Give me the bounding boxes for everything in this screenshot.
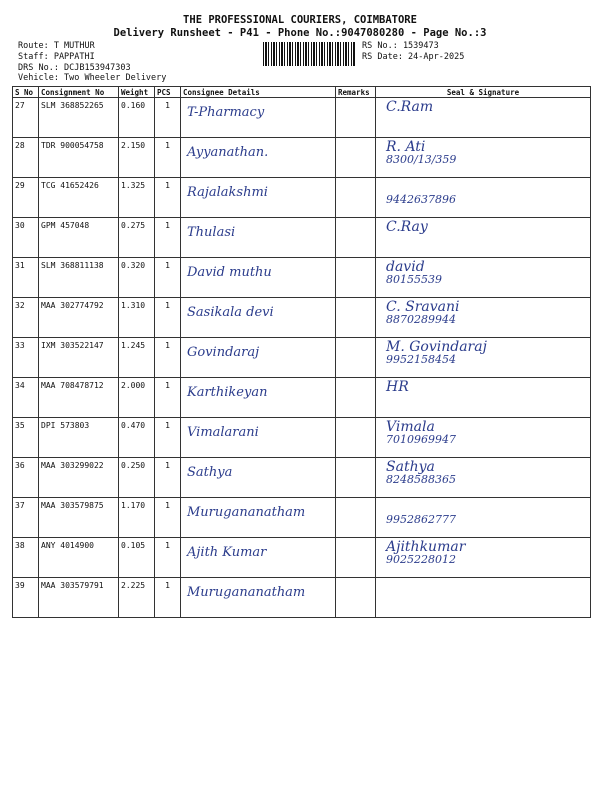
row-consignee: [181, 178, 336, 218]
consignee-handwriting: Sasikala devi: [187, 305, 274, 320]
runsheet-subtitle: Delivery Runsheet - P41 - Phone No.:9047080280 - Page No.:3: [113, 27, 487, 39]
signature-phone: 9952862777: [386, 513, 456, 526]
row-signature: [376, 258, 591, 298]
vehicle-label: Vehicle: Two Wheeler Delivery: [18, 73, 167, 83]
row-remarks: [336, 178, 376, 218]
row-sno: 27: [13, 98, 39, 138]
row-consignment-no: TCG 41652426: [39, 178, 119, 218]
row-signature: [376, 378, 591, 418]
row-remarks: [336, 378, 376, 418]
row-consignment-no: MAA 303299022: [39, 458, 119, 498]
row-pcs: 1: [155, 138, 181, 178]
signature-handwriting: david: [386, 259, 425, 275]
row-signature: [376, 138, 591, 178]
row-remarks: [336, 298, 376, 338]
row-signature: [376, 418, 591, 458]
row-sno: 28: [13, 138, 39, 178]
table-row: [13, 458, 591, 498]
row-weight: 1.170: [119, 498, 155, 538]
row-consignee: [181, 578, 336, 618]
row-pcs: 1: [155, 578, 181, 618]
table-row: [13, 338, 591, 378]
row-sno: 32: [13, 298, 39, 338]
row-signature: [376, 538, 591, 578]
signature-handwriting: Sathya: [386, 459, 435, 475]
row-sno: 31: [13, 258, 39, 298]
row-sno: 29: [13, 178, 39, 218]
row-signature: [376, 498, 591, 538]
table-row: [13, 498, 591, 538]
consignee-handwriting: Govindaraj: [187, 345, 260, 360]
table-row: [13, 538, 591, 578]
row-consignee: [181, 458, 336, 498]
row-sno: 36: [13, 458, 39, 498]
row-sno: 35: [13, 418, 39, 458]
consignee-handwriting: T-Pharmacy: [187, 105, 265, 120]
row-remarks: [336, 218, 376, 258]
col-header-pcs: PCS: [155, 87, 181, 98]
signature-phone: 9442637896: [386, 193, 456, 206]
row-pcs: 1: [155, 538, 181, 578]
row-signature: [376, 98, 591, 138]
row-pcs: 1: [155, 418, 181, 458]
row-consignee: [181, 418, 336, 458]
signature-handwriting: R. Ati: [386, 139, 426, 155]
table-row: [13, 178, 591, 218]
row-weight: 1.325: [119, 178, 155, 218]
row-consignment-no: IXM 303522147: [39, 338, 119, 378]
signature-phone: 8248588365: [386, 473, 456, 486]
row-weight: 1.245: [119, 338, 155, 378]
row-consignment-no: MAA 303579875: [39, 498, 119, 538]
company-title: THE PROFESSIONAL COURIERS, COIMBATORE: [183, 14, 417, 26]
col-header-signature: Seal & Signature: [376, 87, 591, 98]
row-signature: [376, 458, 591, 498]
consignee-handwriting: Karthikeyan: [187, 385, 268, 400]
row-pcs: 1: [155, 378, 181, 418]
row-consignee: [181, 258, 336, 298]
consignee-handwriting: Thulasi: [187, 225, 236, 240]
row-pcs: 1: [155, 98, 181, 138]
row-pcs: 1: [155, 218, 181, 258]
row-weight: 0.320: [119, 258, 155, 298]
row-signature: [376, 218, 591, 258]
staff-label: Staff: PAPPATHI: [18, 52, 95, 62]
row-remarks: [336, 458, 376, 498]
row-remarks: [336, 538, 376, 578]
row-consignee: [181, 538, 336, 578]
row-consignee: [181, 298, 336, 338]
row-consignment-no: TDR 900054758: [39, 138, 119, 178]
table-header-row: [13, 87, 591, 98]
signature-handwriting: M. Govindaraj: [386, 339, 487, 355]
table-row: [13, 98, 591, 138]
row-consignee: [181, 98, 336, 138]
row-consignee: [181, 378, 336, 418]
row-consignment-no: MAA 302774792: [39, 298, 119, 338]
route-label: Route: T MUTHUR: [18, 41, 95, 51]
table-row: [13, 138, 591, 178]
row-consignee: [181, 498, 336, 538]
row-sno: 38: [13, 538, 39, 578]
signature-phone: 7010969947: [386, 433, 456, 446]
signature-handwriting: Vimala: [386, 419, 435, 435]
row-sno: 33: [13, 338, 39, 378]
table-row: [13, 378, 591, 418]
consignee-handwriting: Vimalarani: [187, 425, 259, 440]
drs-number: DRS No.: DCJB153947303: [18, 63, 131, 73]
consignee-handwriting: Murugananatham: [187, 585, 306, 600]
col-header-sno: S No: [13, 87, 39, 98]
signature-handwriting: Ajithkumar: [386, 539, 466, 555]
row-weight: 2.000: [119, 378, 155, 418]
table-row: [13, 218, 591, 258]
row-weight: 0.470: [119, 418, 155, 458]
row-remarks: [336, 338, 376, 378]
consignee-handwriting: Rajalakshmi: [187, 185, 268, 200]
signature-phone: 80155539: [386, 273, 442, 286]
row-remarks: [336, 98, 376, 138]
row-signature: [376, 298, 591, 338]
row-weight: 2.150: [119, 138, 155, 178]
col-header-remarks: Remarks: [336, 87, 376, 98]
consignee-handwriting: Sathya: [187, 465, 233, 480]
row-pcs: 1: [155, 338, 181, 378]
consignee-handwriting: Murugananatham: [187, 505, 306, 520]
runsheet-table: [12, 86, 591, 618]
col-header-consignment: Consignment No: [39, 87, 119, 98]
row-pcs: 1: [155, 258, 181, 298]
table-row: [13, 258, 591, 298]
signature-handwriting: C.Ray: [386, 219, 428, 235]
row-remarks: [336, 578, 376, 618]
row-weight: 2.225: [119, 578, 155, 618]
row-consignee: [181, 218, 336, 258]
row-remarks: [336, 498, 376, 538]
consignee-handwriting: David muthu: [187, 265, 272, 280]
row-pcs: 1: [155, 178, 181, 218]
row-weight: 1.310: [119, 298, 155, 338]
signature-handwriting: C.Ram: [386, 99, 434, 115]
col-header-consignee: Consignee Details: [181, 87, 336, 98]
rs-date: RS Date: 24-Apr-2025: [362, 52, 465, 62]
signature-phone: 9025228012: [386, 553, 456, 566]
table-row: [13, 418, 591, 458]
consignee-handwriting: Ajith Kumar: [187, 545, 267, 560]
row-weight: 0.160: [119, 98, 155, 138]
row-consignment-no: GPM 457048: [39, 218, 119, 258]
row-consignment-no: DPI 573803: [39, 418, 119, 458]
row-consignment-no: ANY 4014900: [39, 538, 119, 578]
signature-handwriting: HR: [386, 379, 409, 395]
signature-phone: 8300/13/359: [386, 153, 457, 166]
row-consignee: [181, 138, 336, 178]
row-pcs: 1: [155, 298, 181, 338]
row-consignment-no: SLM 368852265: [39, 98, 119, 138]
row-signature: [376, 178, 591, 218]
row-pcs: 1: [155, 458, 181, 498]
row-weight: 0.275: [119, 218, 155, 258]
row-remarks: [336, 138, 376, 178]
signature-phone: 9952158454: [386, 353, 456, 366]
row-remarks: [336, 258, 376, 298]
signature-handwriting: C. Sravani: [386, 299, 460, 315]
consignee-handwriting: Ayyanathan.: [187, 145, 269, 160]
table-row: [13, 578, 591, 618]
table-row: [13, 298, 591, 338]
row-pcs: 1: [155, 498, 181, 538]
row-weight: 0.105: [119, 538, 155, 578]
row-consignee: [181, 338, 336, 378]
rs-number: RS No.: 1539473: [362, 41, 439, 51]
row-signature: [376, 338, 591, 378]
barcode-image: [263, 42, 355, 66]
row-consignment-no: SLM 368811138: [39, 258, 119, 298]
col-header-weight: Weight: [119, 87, 155, 98]
row-remarks: [336, 418, 376, 458]
row-sno: 30: [13, 218, 39, 258]
row-consignment-no: MAA 708478712: [39, 378, 119, 418]
signature-phone: 8870289944: [386, 313, 456, 326]
row-sno: 34: [13, 378, 39, 418]
row-weight: 0.250: [119, 458, 155, 498]
row-sno: 37: [13, 498, 39, 538]
row-sno: 39: [13, 578, 39, 618]
row-consignment-no: MAA 303579791: [39, 578, 119, 618]
row-signature: [376, 578, 591, 618]
